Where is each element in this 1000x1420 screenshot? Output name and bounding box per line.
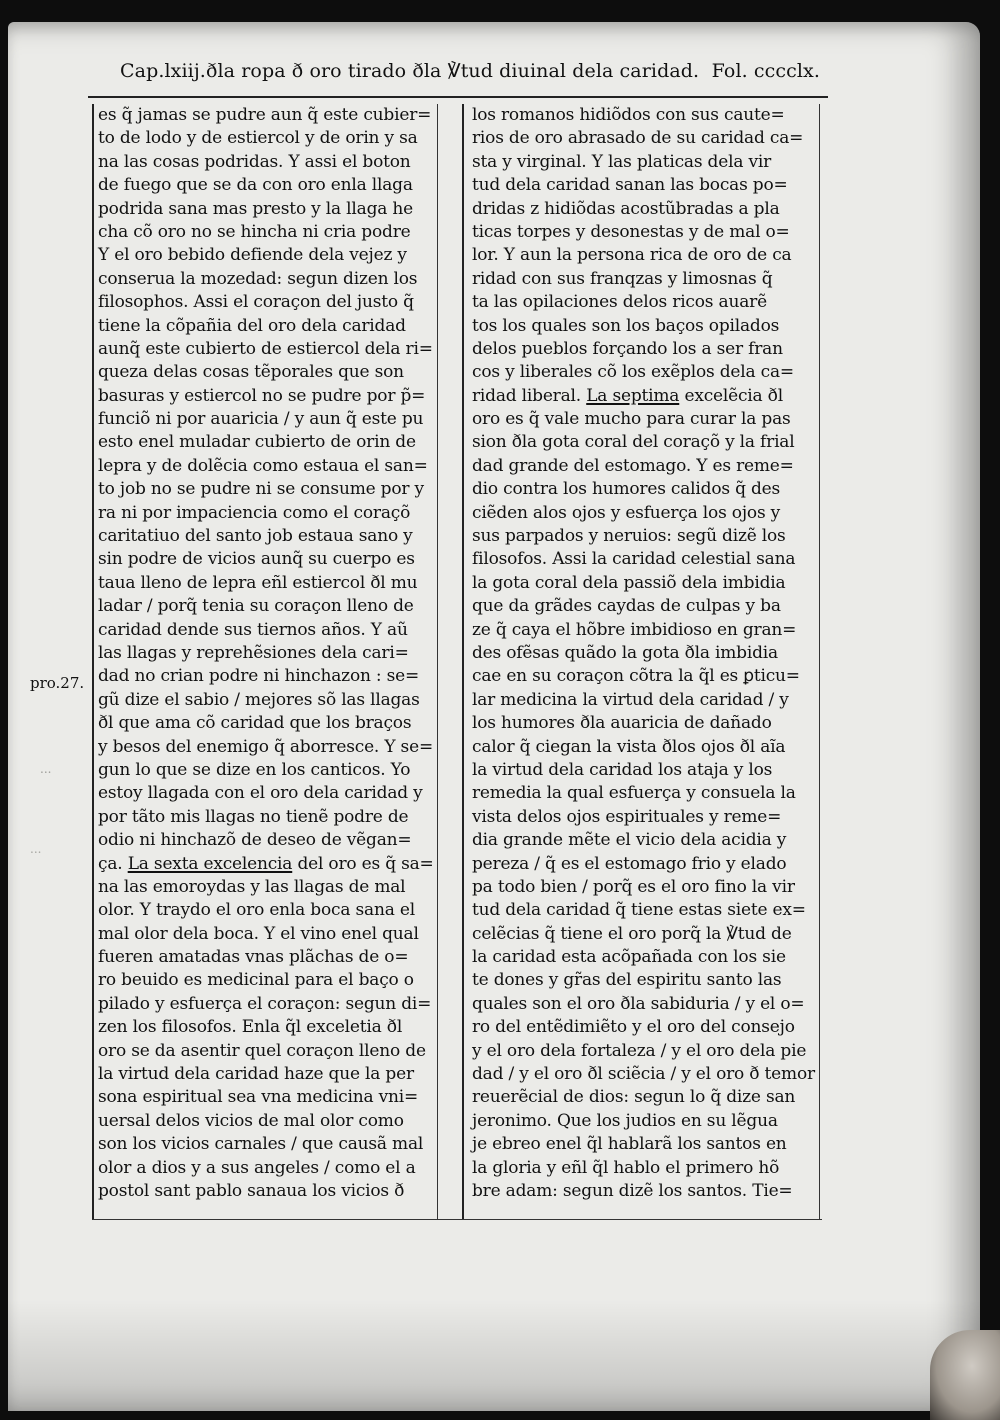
line-text: dio contra los humores calidos q̃ des	[472, 479, 781, 500]
text-line	[466, 385, 817, 408]
line-text: cha cõ oro no se hincha ni cria podre	[98, 221, 411, 242]
page-shadow	[8, 1300, 980, 1411]
text-line	[466, 525, 817, 548]
text-line	[466, 1180, 817, 1203]
line-text: conserua la mozedad: segun dizen los	[98, 268, 418, 289]
text-line	[466, 969, 817, 992]
text-line	[466, 712, 817, 735]
line-text: des ofẽsas quãdo la gota ðla imbidia	[472, 642, 778, 663]
line-text: sona espiritual sea vna medicina vni=	[98, 1087, 419, 1108]
line-text: sin podre de vicios aunq̃ su cuerpo es	[98, 549, 415, 570]
folio-number: Fol. cccclx.	[711, 60, 820, 82]
line-text-continued: del oro es q̃ sa=	[292, 853, 434, 874]
line-text: fueren amatadas vnas plãchas de o=	[98, 947, 409, 968]
text-line	[96, 455, 435, 478]
text-line	[96, 338, 435, 361]
line-text: je ebreo enel q̃l hablarã los santos en	[472, 1134, 787, 1155]
line-text: lor. Y aun la persona rica de oro de ca	[472, 245, 792, 266]
line-text: sus parpados y neruios: segũ dizẽ los	[472, 526, 786, 547]
line-text: rios de oro abrasado de su caridad ca=	[472, 128, 804, 149]
line-text: pa todo bien / porq̃ es el oro fino la vir	[472, 876, 795, 897]
running-title: Cap.lxiij.ðla ropa ð oro tirado ðla ℣tud diuinal dela caridad.	[120, 60, 700, 82]
text-line	[466, 572, 817, 595]
line-text: sta y virginal. Y las platicas dela vir	[472, 151, 772, 172]
text-line	[96, 1086, 435, 1109]
left-text-column	[92, 104, 438, 1219]
text-line	[466, 244, 817, 267]
text-line	[96, 385, 435, 408]
text-line	[466, 853, 817, 876]
text-line	[466, 315, 817, 338]
line-text: aunq̃ este cubierto de estiercol dela ri=	[98, 338, 433, 359]
line-text: tud dela caridad q̃ tiene estas siete ex=	[472, 900, 806, 921]
footer-rule	[92, 1219, 822, 1220]
text-line	[96, 1063, 435, 1086]
line-text: sion ðla gota coral del coraçõ y la frial	[472, 432, 795, 453]
line-text: ticas torpes y desonestas y de mal o=	[472, 221, 790, 242]
line-text: na las emoroydas y las llagas de mal	[98, 876, 406, 897]
line-text: ra ni por impaciencia como el coraçõ	[98, 502, 411, 523]
text-line	[96, 127, 435, 150]
text-line	[96, 151, 435, 174]
header-rule	[88, 96, 828, 98]
text-line	[466, 993, 817, 1016]
line-text: ridad con sus franqzas y limosnas q̃	[472, 268, 773, 289]
line-text: bre adam: segun dizẽ los santos. Tie=	[472, 1180, 793, 1201]
text-line	[96, 923, 435, 946]
line-text: ladar / porq̃ tenia su coraçon lleno de	[98, 596, 414, 617]
line-text: Y el oro bebido defiende dela vejez y	[98, 245, 407, 266]
faint-margin-mark: ...	[30, 842, 42, 856]
line-text: te dones y gr̃as del espiritu santo las	[472, 970, 782, 991]
line-text: la caridad esta acõpañada con los sie	[472, 947, 786, 968]
text-line	[96, 244, 435, 267]
text-line	[466, 665, 817, 688]
text-line	[96, 525, 435, 548]
text-line	[466, 502, 817, 525]
text-line	[466, 1157, 817, 1180]
text-line	[96, 946, 435, 969]
text-line	[96, 899, 435, 922]
text-line	[96, 104, 435, 127]
line-text: ridad liberal.	[472, 385, 581, 406]
text-line	[96, 759, 435, 782]
text-line	[96, 1016, 435, 1039]
line-text: pilado y esfuerça el coraçon: segun di=	[98, 993, 432, 1014]
text-line	[96, 572, 435, 595]
line-text: celẽcias q̃ tiene el oro porq̃ la ℣tud de	[472, 923, 792, 944]
line-text: lepra y de dolẽcia como estaua el san=	[98, 455, 428, 476]
line-text: la gota coral dela passiõ dela imbidia	[472, 572, 786, 593]
line-text: las llagas y reprehẽsiones dela cari=	[98, 642, 409, 663]
text-line	[466, 338, 817, 361]
line-text: ta las opilaciones delos ricos auarẽ	[472, 292, 767, 313]
text-line	[96, 1157, 435, 1180]
text-line	[96, 1180, 435, 1203]
line-text: na las cosas podridas. Y assi el boton	[98, 151, 411, 172]
text-line	[96, 502, 435, 525]
text-line	[96, 853, 435, 876]
text-line	[466, 806, 817, 829]
text-line	[96, 315, 435, 338]
line-text: cos y liberales cõ los exẽplos dela ca=	[472, 362, 794, 383]
margin-note-reference: pro.27.	[30, 674, 85, 692]
text-line	[96, 876, 435, 899]
line-text: delos pueblos forçando los a ser fran	[472, 338, 783, 359]
line-text: caritatiuo del santo job estaua sano y	[98, 526, 413, 547]
line-text: ro beuido es medicinal para el baço o	[98, 970, 414, 991]
text-line	[466, 478, 817, 501]
text-line	[466, 268, 817, 291]
text-line	[466, 408, 817, 431]
line-text: basuras y estiercol no se pudre por p̃=	[98, 385, 426, 406]
line-text: de fuego que se da con oro enla llaga	[98, 175, 413, 196]
line-text: y besos del enemigo q̃ aborresce. Y se=	[98, 736, 433, 757]
line-text: dad grande del estomago. Y es reme=	[472, 455, 794, 476]
text-line	[466, 151, 817, 174]
text-line	[96, 548, 435, 571]
line-text: zen los filosofos. Enla q̃l exceletia ðl	[98, 1017, 403, 1038]
line-text: cae en su coraçon cõtra la q̃l es ꝑticu=	[472, 666, 800, 687]
text-line	[466, 548, 817, 571]
running-head	[120, 60, 820, 94]
text-line	[96, 431, 435, 454]
text-line	[466, 876, 817, 899]
text-line	[466, 899, 817, 922]
line-text: olor a dios y a sus angeles / como el a	[98, 1157, 416, 1178]
line-text: esto enel muladar cubierto de orin de	[98, 432, 416, 453]
line-text: odio ni hinchazõ de deseo de vẽgan=	[98, 830, 412, 851]
text-line	[96, 174, 435, 197]
line-text: y el oro dela fortaleza / y el oro dela pie	[472, 1040, 807, 1061]
text-line	[96, 689, 435, 712]
line-text: ciẽden alos ojos y esfuerça los ojos y	[472, 502, 781, 523]
text-line	[466, 1110, 817, 1133]
line-text: dad no crian podre ni hinchazon : se=	[98, 666, 420, 687]
text-line	[96, 408, 435, 431]
line-text: tiene la cõpañia del oro dela caridad	[98, 315, 406, 336]
text-line	[96, 829, 435, 852]
text-line	[466, 642, 817, 665]
text-line	[96, 969, 435, 992]
line-text: ze q̃ caya el hõbre imbidioso en gran=	[472, 619, 797, 640]
text-line	[96, 478, 435, 501]
line-text: por tãto mis llagas no tienẽ podre de	[98, 806, 409, 827]
line-text: dia grande mẽte el vicio dela acidia y	[472, 830, 787, 851]
text-line	[96, 198, 435, 221]
text-line	[466, 595, 817, 618]
line-text: podrida sana mas presto y la llaga he	[98, 198, 414, 219]
line-text: que da grãdes caydas de culpas y ba	[472, 596, 781, 617]
line-text: gun lo que se dize en los canticos. Yo	[98, 759, 411, 780]
text-line	[96, 361, 435, 384]
line-text: pereza / q̃ es el estomago frio y elado	[472, 853, 787, 874]
line-text: tos los quales son los baços opilados	[472, 315, 780, 336]
line-text: oro es q̃ vale mucho para curar la pas	[472, 409, 791, 430]
line-text: to job no se pudre ni se consume por y	[98, 479, 424, 500]
text-line	[96, 782, 435, 805]
text-line	[96, 642, 435, 665]
text-line	[466, 174, 817, 197]
line-text: tud dela caridad sanan las bocas po=	[472, 175, 788, 196]
line-text: caridad dende sus tiernos años. Y aũ	[98, 619, 408, 640]
text-line	[466, 1086, 817, 1109]
text-line	[96, 1133, 435, 1156]
line-text: olor. Y traydo el oro enla boca sana el	[98, 900, 415, 921]
line-text: mal olor dela boca. Y el vino enel qual	[98, 923, 419, 944]
line-text: estoy llagada con el oro dela caridad y	[98, 783, 423, 804]
text-line	[466, 1016, 817, 1039]
line-text: uersal delos vicios de mal olor como	[98, 1110, 404, 1131]
line-text: to de lodo y de estiercol y de orin y sa	[98, 128, 418, 149]
line-text: gũ dize el sabio / mejores sõ las llagas	[98, 689, 420, 710]
text-line	[466, 104, 817, 127]
text-line	[466, 1133, 817, 1156]
line-text: la virtud dela caridad haze que la per	[98, 1064, 414, 1085]
thumb-holding-page	[930, 1330, 1000, 1420]
line-text: los humores ðla auaricia de dañado	[472, 713, 772, 734]
faint-margin-mark: ...	[40, 762, 52, 776]
text-line	[466, 923, 817, 946]
line-text: quales son el oro ðla sabiduria / y el o=	[472, 993, 805, 1014]
line-text: queza delas cosas tẽporales que son	[98, 362, 404, 383]
text-line	[96, 712, 435, 735]
line-text: la gloria y eñl q̃l hablo el primero hõ	[472, 1157, 780, 1178]
underlined-heading: La septima	[586, 385, 680, 406]
line-text: remedia la qual esfuerça y consuela la	[472, 783, 796, 804]
text-line	[466, 431, 817, 454]
line-text: jeronimo. Que los judios en su lẽgua	[472, 1110, 778, 1131]
text-line	[96, 619, 435, 642]
text-line	[466, 455, 817, 478]
text-line	[466, 198, 817, 221]
text-line	[466, 736, 817, 759]
text-line	[466, 829, 817, 852]
line-text: vista delos ojos espirituales y reme=	[472, 806, 782, 827]
right-text-column	[462, 104, 820, 1219]
line-text: reuerẽcial de dios: segun lo q̃ dize san	[472, 1087, 796, 1108]
text-line	[96, 268, 435, 291]
line-text: taua lleno de lepra eñl estiercol ðl mu	[98, 572, 418, 593]
text-line	[466, 946, 817, 969]
text-line	[466, 689, 817, 712]
line-text: ro del entẽdimiẽto y el oro del consejo	[472, 1017, 795, 1038]
line-text: postol sant pablo sanaua los vicios ð	[98, 1180, 405, 1201]
text-line	[96, 291, 435, 314]
text-line	[96, 736, 435, 759]
text-line	[466, 221, 817, 244]
line-text: calor q̃ ciegan la vista ðlos ojos ðl aĩa	[472, 736, 786, 757]
text-line	[96, 1040, 435, 1063]
text-line	[96, 221, 435, 244]
text-line	[466, 1040, 817, 1063]
text-line	[466, 291, 817, 314]
text-line	[96, 665, 435, 688]
text-line	[466, 759, 817, 782]
line-text: oro se da asentir quel coraçon lleno de	[98, 1040, 426, 1061]
text-line	[466, 782, 817, 805]
line-text: es q̃ jamas se pudre aun q̃ este cubier=	[98, 105, 432, 125]
line-text: filosofos. Assi la caridad celestial sana	[472, 549, 796, 570]
text-line	[96, 595, 435, 618]
line-text: lar medicina la virtud dela caridad / y	[472, 689, 789, 710]
line-text: funciõ ni por auaricia / y aun q̃ este pu	[98, 409, 424, 430]
line-text: dridas z hidiõdas acostũbradas a pla	[472, 198, 780, 219]
text-line	[466, 127, 817, 150]
underlined-heading: La sexta excelencia	[127, 853, 293, 874]
line-text: la virtud dela caridad los ataja y los	[472, 759, 773, 780]
line-text-continued: excelẽcia ðl	[679, 385, 783, 406]
line-text: dad / y el oro ðl sciẽcia / y el oro ð temor	[472, 1064, 815, 1085]
text-line	[96, 806, 435, 829]
text-line	[466, 1063, 817, 1086]
text-line	[466, 361, 817, 384]
line-text: son los vicios carnales / que causã mal	[98, 1134, 424, 1155]
text-line	[466, 619, 817, 642]
line-text: ça.	[98, 853, 123, 874]
text-line	[96, 993, 435, 1016]
text-line	[96, 1110, 435, 1133]
line-text: los romanos hidiõdos con sus caute=	[472, 105, 785, 125]
line-text: ðl que ama cõ caridad que los braços	[98, 713, 412, 734]
line-text: filosophos. Assi el coraçon del justo q̃	[98, 292, 414, 313]
